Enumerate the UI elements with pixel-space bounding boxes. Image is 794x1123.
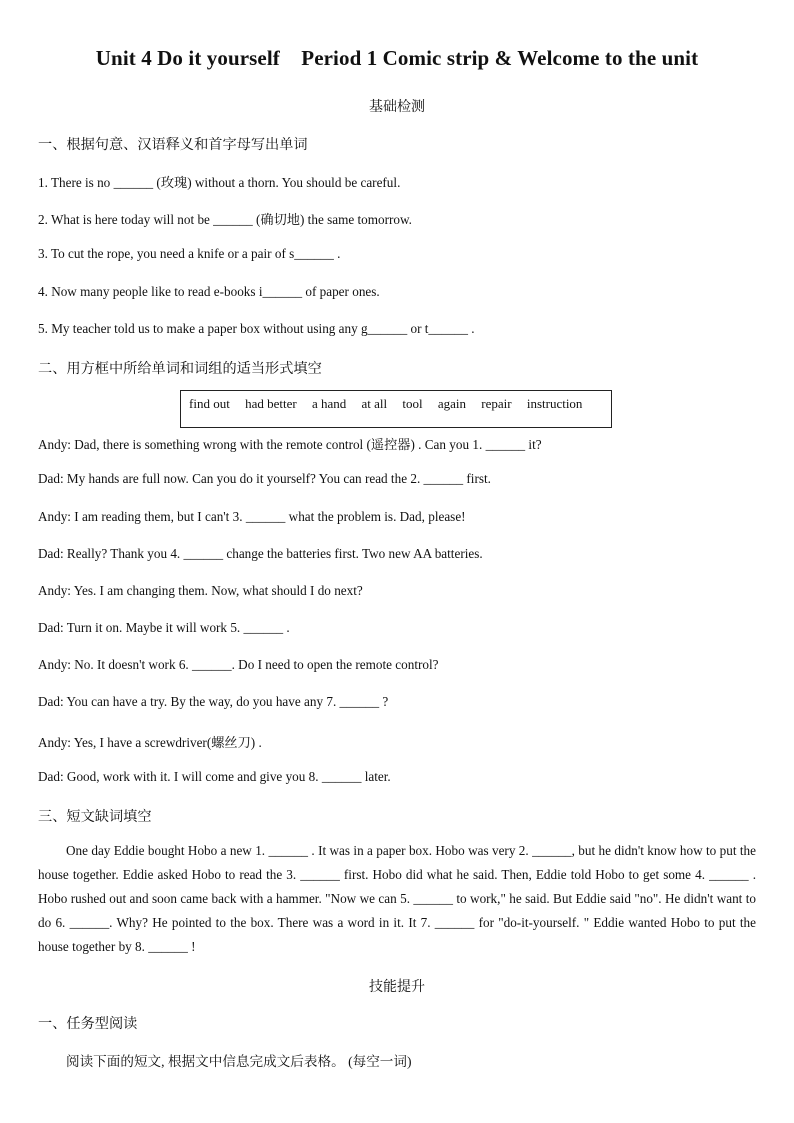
dialogue-line-9: Andy: Yes, I have a screwdriver(螺丝刀) . xyxy=(38,735,262,750)
word-box-item: a hand xyxy=(311,396,347,411)
word-box-item: tool xyxy=(402,396,423,411)
word-box xyxy=(180,390,612,428)
page-title: Unit 4 Do it yourself Period 1 Comic strip & Welcome to the unit xyxy=(95,46,699,70)
word-box-item: had better xyxy=(245,396,297,411)
part3-heading: 三、短文缺词填空 xyxy=(38,809,152,825)
word-box-item: again xyxy=(437,396,467,411)
dialogue-line-10: Dad: Good, work with it. I will come and give you 8. ______ later. xyxy=(38,769,391,784)
dialogue-line-7: Andy: No. It doesn't work 6. ______. Do I need to open the remote control? xyxy=(38,657,439,672)
word-box-item: at all xyxy=(361,396,388,411)
part1-item-2: 2. What is here today will not be ______ (确切地) the same tomorrow. xyxy=(38,212,412,227)
skills-heading: 技能提升 xyxy=(369,980,425,995)
word-box-item: instruction xyxy=(526,396,583,411)
part1-item-5: 5. My teacher told us to make a paper box without using any g______ or t______ . xyxy=(38,321,475,336)
part4-heading: 一、任务型阅读 xyxy=(38,1016,138,1032)
dialogue-line-3: Andy: I am reading them, but I can't 3. ______ what the problem is. Dad, please! xyxy=(38,509,466,524)
part4-instruction: 阅读下面的短文, 根据文中信息完成文后表格。 (每空一词) xyxy=(66,1054,412,1069)
word-box-item: find out xyxy=(189,396,230,411)
part1-item-4: 4. Now many people like to read e-books i______ of paper ones. xyxy=(38,284,380,299)
part1-heading: 一、根据句意、汉语释义和首字母写出单词 xyxy=(38,137,308,153)
dialogue-line-2: Dad: My hands are full now. Can you do it yourself? You can read the 2. ______ first. xyxy=(38,471,491,486)
part2-heading: 二、用方框中所给单词和词组的适当形式填空 xyxy=(38,361,322,377)
basic-check-heading: 基础检测 xyxy=(369,100,425,115)
part1-item-3: 3. To cut the rope, you need a knife or a pair of s______ . xyxy=(38,246,341,261)
dialogue-line-6: Dad: Turn it on. Maybe it will work 5. ______ . xyxy=(38,620,290,635)
part1-item-1: 1. There is no ______ (玫瑰) without a thorn. You should be careful. xyxy=(38,175,401,190)
part3-paragraph: One day Eddie bought Hobo a new 1. ______ . It was in a paper box. Hobo was very 2. ______, but he didn't know how to put the house together. Eddie asked Hobo to read the 3. ______ first. Hobo did what he said. Then, Eddie told Hobo to get some 4. ______ . Hobo rushed out and soon came back with a hammer. "Now we can 5. ______ to work," he said. But Eddie said "no". He didn't want to do 6. ______. Why? He pointed to the box. There was a word in it. It 7. ______ for "do-it-yourself. " Eddie wanted Hobo to put the house together by 8. ______ ! xyxy=(38,843,756,954)
dialogue-line-4: Dad: Really? Thank you 4. ______ change the batteries first. Two new AA batteries. xyxy=(38,546,483,561)
dialogue-line-8: Dad: You can have a try. By the way, do you have any 7. ______ ? xyxy=(38,694,389,709)
dialogue-line-5: Andy: Yes. I am changing them. Now, what should I do next? xyxy=(38,583,363,598)
dialogue-line-1: Andy: Dad, there is something wrong with the remote control (遥控器) . Can you 1. ______ it? xyxy=(38,437,542,452)
word-box-item: repair xyxy=(481,396,512,411)
